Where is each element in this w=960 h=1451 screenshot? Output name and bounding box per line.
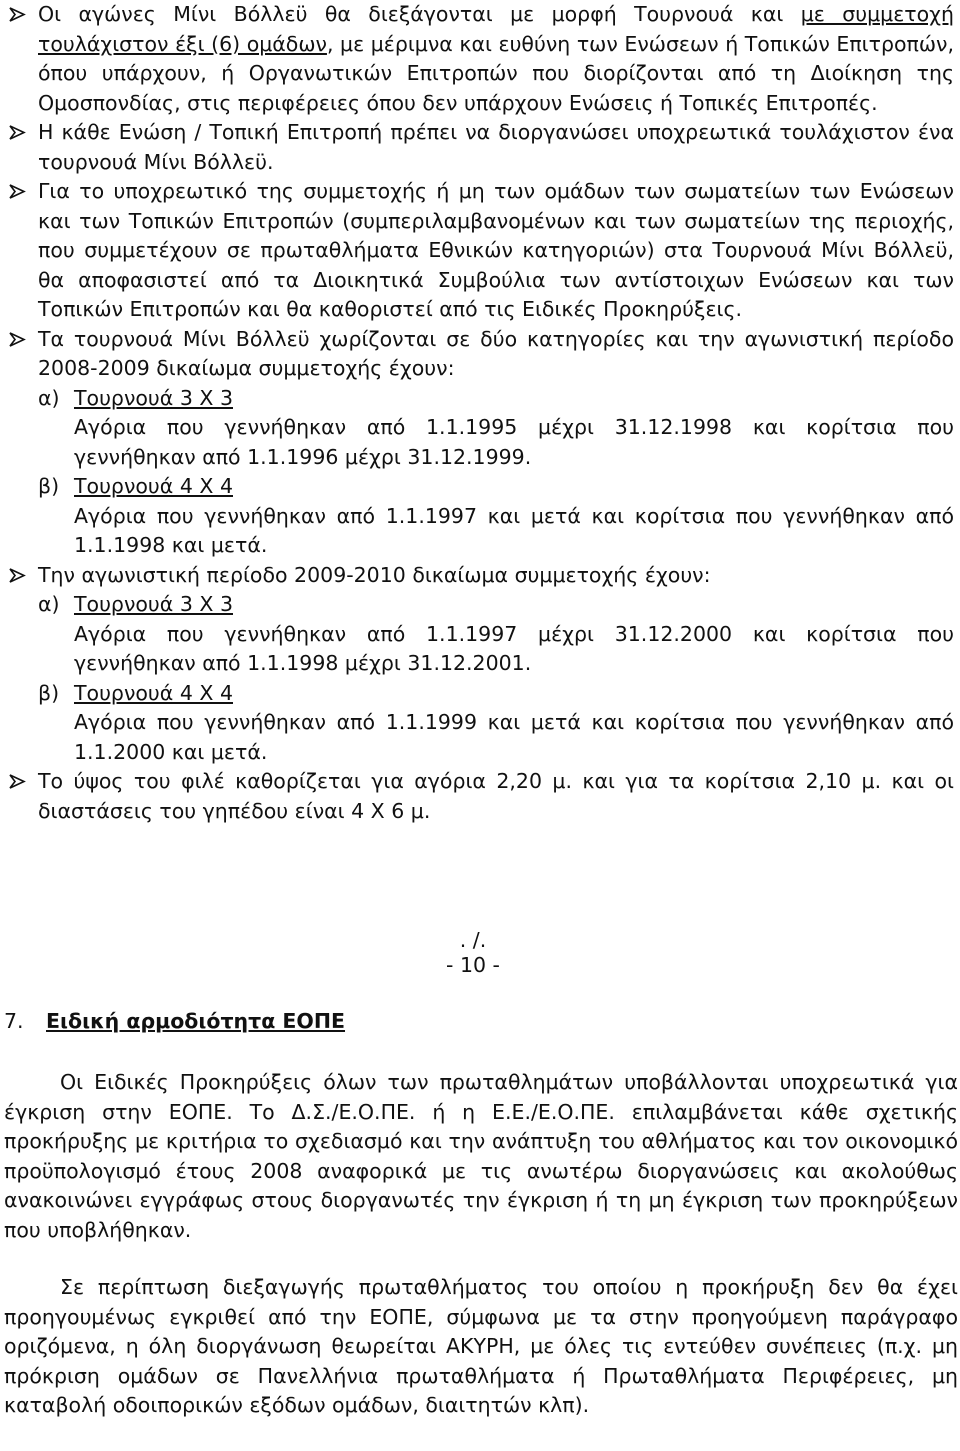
bullet-text: Το ύψος του φιλέ καθορίζεται για αγόρια 2,20 μ. και για τα κορίτσια 2,10 μ. και οι διαστάσεις του γηπέδου είναι 4 Χ 6 μ. xyxy=(38,769,954,823)
arrow-bullet-icon xyxy=(6,118,28,147)
bullet-item-participation xyxy=(0,177,954,325)
bullet-text: Την αγωνιστική περίοδο 2009-2010 δικαίωμα συμμετοχής έχουν: xyxy=(38,562,711,587)
sub-text: Αγόρια που γεννήθηκαν από 1.1.1995 μέχρι 31.12.1998 και κορίτσια που γεννήθηκαν από 1.1.1996 μέχρι 31.12.1999. xyxy=(74,415,954,469)
sub-title: Τουρνουά 3 Χ 3 xyxy=(74,592,233,616)
sub-text: Αγόρια που γεννήθηκαν από 1.1.1999 και μετά και κορίτσια που γεννήθηκαν από 1.1.2000 και μετά. xyxy=(74,710,954,764)
bullet-item-season-2009 xyxy=(0,561,954,768)
sub-label: α) xyxy=(38,592,60,616)
underlined-text: με συμμετοχή τουλάχιστον έξι (6) ομάδων xyxy=(38,2,954,56)
sub-label: α) xyxy=(38,385,60,410)
section-number: 7. xyxy=(4,1009,24,1033)
bullet-text: Οι αγώνες Μίνι Βόλλεϋ θα διεξάγονται με μορφή Τουρνουά και xyxy=(38,2,801,26)
bullet-text: Η κάθε Ενώση / Τοπική Επιτροπή πρέπει να διοργανώσει υποχρεωτικά τουλάχιστον ένα τουρνουά Μίνι Βόλλεϋ. xyxy=(38,120,954,174)
sub-title: Τουρνουά 4 Χ 4 xyxy=(74,680,233,705)
paragraph xyxy=(4,1273,958,1421)
arrow-bullet-icon xyxy=(6,561,28,590)
paragraph-text: Οι Ειδικές Προκηρύξεις όλων των πρωταθλημάτων υποβάλλονται υποχρεωτικά για έγκριση στην ΕΟΠΕ. Το Δ.Σ./Ε.Ο.ΠΕ. ή η Ε.Ε./Ε.Ο.ΠΕ. επιλαμβάνεται κάθε σχετικής προκήρυξης με κριτήρια το σχεδιασμό και την ανάπτυξη του αθλήματος και τον οικονομικό προϋπολογισμό έτους 2008 αναφορικά με τις ανωτέρω διοργανώσεις και ακολούθως ανακοινώνει εγγράφως στους διοργανωτές την έγκριση ή τη μη έγκριση των προκηρύξεων που υποβλήθηκαν. xyxy=(4,1070,958,1242)
sub-label: β) xyxy=(38,474,60,498)
arrow-bullet-icon xyxy=(6,325,28,354)
section-heading xyxy=(4,1007,345,1037)
arrow-bullet-icon xyxy=(6,0,28,29)
bullet-item-season-2008 xyxy=(0,325,954,561)
section-title: Ειδική αρμοδιότητα ΕΟΠΕ xyxy=(46,1009,346,1033)
arrow-bullet-icon xyxy=(6,767,28,796)
bullet-item-mandatory xyxy=(0,118,954,177)
sub-item-4x4 xyxy=(38,679,954,709)
bullet-text: Τα τουρνουά Μίνι Βόλλεϋ χωρίζονται σε δύο κατηγορίες και την αγωνιστική περίοδο 2008-2009 δικαίωμα συμμετοχής έχουν: xyxy=(38,326,954,380)
sub-item-3x3 xyxy=(38,384,954,414)
sub-item-4x4 xyxy=(38,472,954,502)
paragraph xyxy=(4,1068,958,1245)
bullet-text: Για το υποχρεωτικό της συμμετοχής ή μη των ομάδων των σωματείων των Ενώσεων και των Τοπικών Επιτροπών (συμπεριλαμβανομένων και των σωματείων της περιοχής, που συμμετέχουν σε πρωταθλήματα Εθνικών κατηγοριών) στα Τουρνουά Μίνι Βόλλεϋ, θα αποφασιστεί από τα Διοικητικά Συμβούλια των αντίστοιχων Ενώσεων και των Τοπικών Επιτροπών και θα καθοριστεί από τις Ειδικές Προκηρύξεις. xyxy=(38,179,954,321)
bullet-item-net-height xyxy=(0,767,954,826)
sub-text: Αγόρια που γεννήθηκαν από 1.1.1997 μέχρι 31.12.2000 και κορίτσια που γεννήθηκαν από 1.1.1998 μέχρι 31.12.2001. xyxy=(74,621,954,675)
sub-text: Αγόρια που γεννήθηκαν από 1.1.1997 και μετά και κορίτσια που γεννήθηκαν από 1.1.1998 και μετά. xyxy=(74,503,954,557)
bullet-item-format xyxy=(0,0,954,118)
arrow-bullet-icon xyxy=(6,177,28,206)
separator-mark: . /. xyxy=(459,928,487,952)
sub-title: Τουρνουά 3 Χ 3 xyxy=(74,385,233,410)
bullet-text: , με μέριμνα και ευθύνη των Ενώσεων ή Τοπικών Επιτροπών, όπου υπάρχουν, ή Οργανωτικών Επιτροπών που διορίζονται από τη Διοίκηση της Ομοσπονδίας, στις περιφέρειες όπου δεν υπάρχουν Ενώσεις ή Τοπικές Επιτροπές. xyxy=(38,31,954,115)
sub-label: β) xyxy=(38,680,60,705)
sub-item-3x3 xyxy=(38,590,954,620)
paragraph-text: Σε περίπτωση διεξαγωγής πρωταθλήματος του οποίου η προκήρυξη δεν θα έχει προηγουμένως εγκριθεί από την ΕΟΠΕ, σύμφωνα με τα στην προηγούμενη παράγραφο οριζόμενα, η όλη διοργάνωση θεωρείται ΑΚΥΡΗ, με όλες τις εντεύθεν συνέπειες (π.χ. μη πρόκριση ομάδων σε Πανελλήνια πρωταθλήματα ή Πρωταθλήματα Περιφέρειες, μη καταβολή οδοιπορικών εξόδων ομάδων, διαιτητών κλπ). xyxy=(4,1275,958,1417)
page-number: - 10 - xyxy=(446,953,500,977)
sub-title: Τουρνουά 4 Χ 4 xyxy=(74,474,233,498)
